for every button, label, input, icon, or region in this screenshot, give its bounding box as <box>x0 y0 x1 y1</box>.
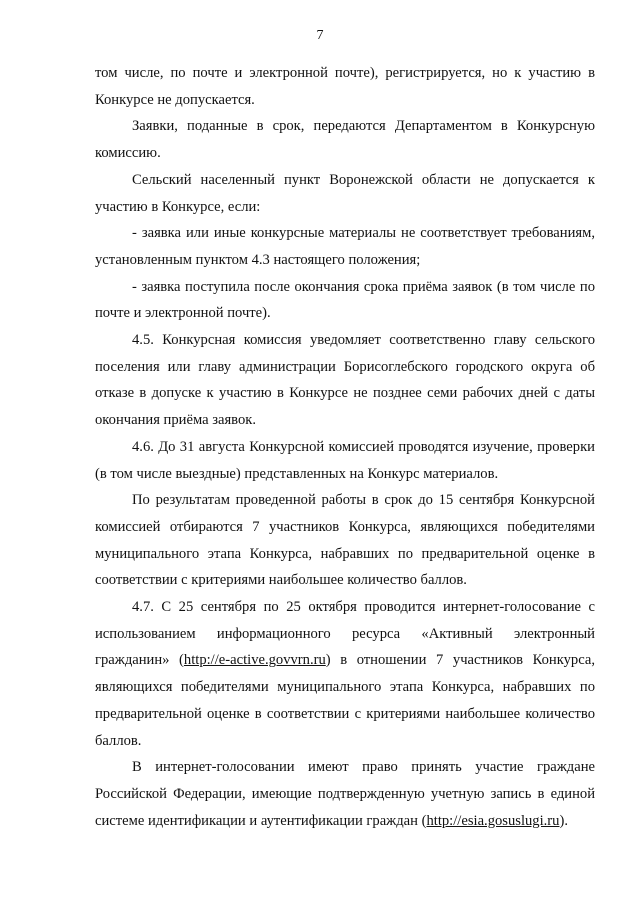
paragraph-4-7-text-end: ) в отношении 7 участников Конкурса, являющихся победителями муниципального этапа Конкурса, набравших по предварительной оценке в соответствии с критериями наибольшее количество баллов. <box>95 652 595 749</box>
paragraph-4-7 <box>95 594 595 754</box>
paragraph-voting-text-end: ). <box>559 812 568 829</box>
esia-link[interactable]: http://esia.gosuslugi.ru <box>426 812 560 829</box>
paragraph-4-7-text-start: 4.7. С 25 сентября по 25 октября проводится интернет-голосование с использованием информационного ресурса «Активный электронный гражданин» ( <box>95 599 595 669</box>
document-body <box>95 60 595 834</box>
e-active-link[interactable]: http://e-active.govvrn.ru <box>183 652 326 669</box>
paragraph-selection-results: По результатам проведенной работы в срок до 15 сентября Конкурсной комиссией отбираются 7 участников Конкурса, являющихся победителями муниципального этапа Конкурса, набравших по предварительной оценке в соответствии с критериями наибольшее количество баллов. <box>95 492 595 589</box>
paragraph-exclusion-conditions: Сельский населенный пункт Воронежской области не допускается к участию в Конкурсе, если: <box>95 171 595 215</box>
paragraph-continuation: том числе, по почте и электронной почте), регистрируется, но к участию в Конкурсе не допускается. <box>95 65 595 108</box>
paragraph-voting-eligibility <box>95 754 595 834</box>
paragraph-4-6: 4.6. До 31 августа Конкурсной комиссией проводятся изучение, проверки (в том числе выездные) представленных на Конкурс материалов. <box>95 438 595 482</box>
paragraph-4-5: 4.5. Конкурсная комиссия уведомляет соответственно главу сельского поселения или главу администрации Борисоглебского городского округа об отказе в допуске к участию в Конкурсе не позднее семи рабочих дней с даты окончания приёма заявок. <box>95 332 595 429</box>
paragraph-exclusion-item-2: - заявка поступила после окончания срока приёма заявок (в том числе по почте и электронной почте). <box>95 278 595 322</box>
paragraph-exclusion-item-1: - заявка или иные конкурсные материалы не соответствует требованиям, установленным пунктом 4.3 настоящего положения; <box>95 225 595 268</box>
page-number: 7 <box>316 28 324 43</box>
paragraph-voting-text-start: В интернет-голосовании имеют право принять участие граждане Российской Федерации, имеющие подтвержденную учетную запись в единой системе идентификации и аутентификации граждан ( <box>95 759 595 829</box>
paragraph-applications-transfer: Заявки, поданные в срок, передаются Департаментом в Конкурсную комиссию. <box>95 118 595 162</box>
